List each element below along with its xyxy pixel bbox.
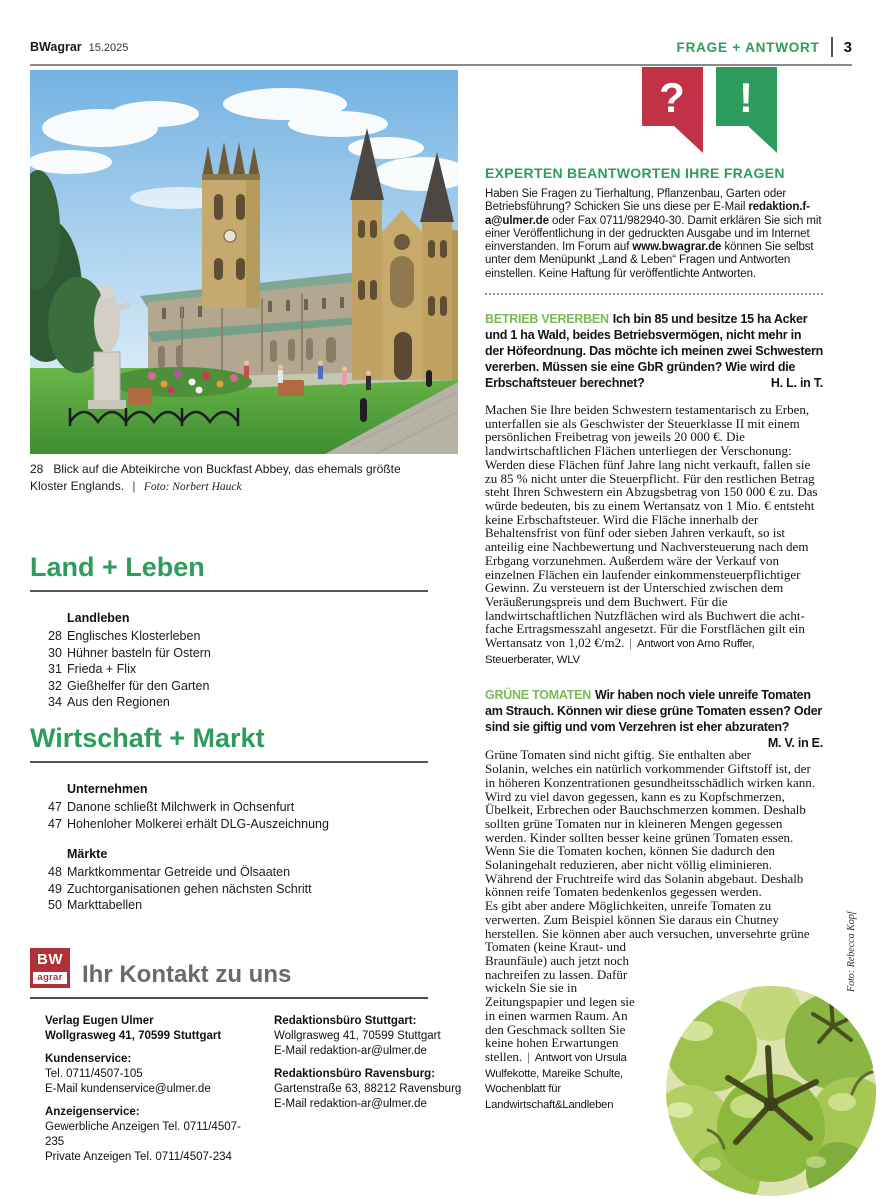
toc-item[interactable] bbox=[30, 661, 428, 678]
abbey-photo bbox=[30, 70, 458, 454]
toc-title: Markttabellen bbox=[67, 898, 143, 913]
toc-item[interactable] bbox=[30, 694, 428, 711]
toc-wirtschaft-markt bbox=[30, 724, 428, 914]
redaktion-ravensburg-email[interactable]: E-Mail redaktion-ar@ulmer.de bbox=[274, 1098, 427, 1110]
qa-column bbox=[485, 67, 823, 1141]
toc-item[interactable] bbox=[30, 816, 428, 833]
photo-credit: Foto: Norbert Hauck bbox=[143, 481, 242, 493]
toc-title: Hühner basteln für Ostern bbox=[67, 645, 211, 660]
redaktion-email-link[interactable]: redaktion.f-a@ulmer.de bbox=[485, 201, 810, 227]
caption-separator: | bbox=[132, 479, 136, 493]
section-rule bbox=[30, 761, 428, 763]
contact-columns bbox=[45, 1014, 475, 1165]
toc-group-title: Landleben bbox=[67, 611, 130, 625]
redaktion-stuttgart-title: Redaktionsbüro Stuttgart: bbox=[274, 1015, 417, 1027]
exclamation-bubble-icon bbox=[716, 67, 777, 153]
page-header bbox=[30, 37, 852, 57]
qa-bubbles bbox=[485, 67, 823, 153]
question-asker: M. V. in E. bbox=[767, 736, 823, 751]
anzeigenservice-title: Anzeigenservice: bbox=[45, 1106, 140, 1118]
question-text: Wir haben noch viele unreife Tomaten am Strauch. Können wir diese grüne Tomaten essen? Oder sind sie giftig und vom Verzehren ist eher abzuraten? bbox=[485, 688, 823, 735]
answer-text: Machen Sie Ihre beiden Schwestern testamentarisch zu Erben, unterfallen sie als Geschwister der Steuerklasse II mit einem persönlichen Freibetrag von jeweils 20 000 €. Die landwirtschaftlichen Flächen unterliegen der Verschonung: Werden diese Flächen fünf Jahre lang nicht verkauft, fallen sie zu 85 % nicht unter die Steuerpflicht. Für den restlichen Betrag steht Ihren Schwestern ein Abzugsbetrag von 150 000 € zu. Das würde bedeuten, bis zu einem Wertansatz von 1 Mio. € entsteht keine Erbschaftsteuer. Wird die Fläche innerhalb der Behaltensfrist von fünf oder sieben Jahren verkauft, so ist anteilig eine Nachbewertung und Nachversteuerung nach dem Erbgang vorzunehmen. Außerdem wäre der Verkauf von einzelnen Flächen ein laufender einkommensteuerpflichtiger Gewinn. Zu versteuern ist der Unterschied zwischen dem Veräußerungspreis und dem Buchwert. Für die landwirtschaftlichen Nutzflächen wird als Buchwert die acht-fache Ertragsmesszahl angesetzt. Für die Forstflächen gilt ein Wertansatz von 1,02 €/m2. bbox=[485, 402, 818, 651]
contact-col-publisher bbox=[45, 1014, 246, 1165]
toc-title: Gießhelfer für den Garten bbox=[67, 678, 210, 693]
issue-number: 15.2025 bbox=[88, 42, 129, 54]
anzeigen-gewerblich: Gewerbliche Anzeigen Tel. 0711/4507-235 bbox=[45, 1121, 241, 1148]
question-asker: H. L. in T. bbox=[770, 375, 823, 390]
kundenservice-email[interactable]: E-Mail kundenservice@ulmer.de bbox=[45, 1083, 211, 1095]
redaktion-ravensburg-title: Redaktionsbüro Ravensburg: bbox=[274, 1068, 436, 1080]
toc-title: Englisches Klosterleben bbox=[67, 629, 201, 643]
header-divider bbox=[831, 37, 833, 57]
abbey-photo-illustration bbox=[30, 70, 458, 454]
answer-text: grüne Tomaten (keine Kraut- und Braunfäule) auch jetzt noch nachreifen zu lassen. Dafür wickeln Sie sie in Zeitungspapier und legen sie in einen warmen Raum. An den Geschmack sollten Sie keine hohen Erwartungen stellen. bbox=[485, 925, 810, 1064]
toc-section-title: Wirtschaft + Markt bbox=[30, 723, 265, 753]
toc-land-leben bbox=[30, 553, 428, 711]
toc-page: 47 bbox=[48, 800, 62, 814]
caption-page-ref: 28 bbox=[30, 462, 44, 476]
toc-title: Hohenloher Molkerei erhält DLG-Auszeichnung bbox=[67, 816, 329, 831]
publisher-name: Verlag Eugen Ulmer bbox=[45, 1015, 154, 1027]
toc-item[interactable] bbox=[30, 678, 428, 695]
section-label: FRAGE + ANTWORT bbox=[676, 39, 820, 55]
bwagrar-url-link[interactable]: www.bwagrar.de bbox=[632, 241, 722, 254]
photo-caption bbox=[30, 461, 438, 496]
toc-title: Aus den Regionen bbox=[67, 695, 170, 710]
toc-page: 32 bbox=[48, 678, 62, 693]
answer-credit: Antwort von Ursula Wulfekotte, Mareike Schulte, Wochenblatt für Landwirtschaft&Landleben bbox=[485, 1051, 627, 1112]
toc-title: Marktkommentar Getreide und Ölsaaten bbox=[67, 865, 291, 880]
header-rule bbox=[30, 64, 852, 66]
toc-group-title: Märkte bbox=[67, 847, 108, 862]
question-gruene-tomaten bbox=[485, 687, 823, 751]
toc-item[interactable] bbox=[30, 881, 428, 898]
logo-bw-text: BW bbox=[37, 951, 63, 968]
green-tomatoes-photo bbox=[666, 986, 876, 1196]
redaktion-stuttgart-email[interactable]: E-Mail redaktion-ar@ulmer.de bbox=[274, 1045, 427, 1057]
answer-text: Während der Fruchtreife wird das Solanin abgebaut. Deshalb können reife Tomaten bedenkenlos gegessen werden. bbox=[485, 870, 804, 900]
section-rule bbox=[30, 590, 428, 592]
question-label: BETRIEB VERERBEN bbox=[485, 311, 609, 326]
answer-betrieb-vererben bbox=[485, 403, 823, 667]
anzeigen-privat: Private Anzeigen Tel. 0711/4507-234 bbox=[45, 1151, 232, 1163]
toc-item[interactable] bbox=[30, 864, 428, 881]
redaktion-ravensburg-address: Gartenstraße 63, 88212 Ravensburg bbox=[274, 1083, 462, 1095]
intro-text: oder Fax 0711/982940-30. Damit erklären Sie sich mit einer Veröffentlichung in der gedruckten Ausgabe und im Internet einverstanden. Im Forum auf bbox=[485, 214, 822, 254]
kundenservice-title: Kundenservice: bbox=[45, 1053, 132, 1065]
toc-page: 47 bbox=[48, 816, 62, 831]
svg-text:!: ! bbox=[739, 74, 753, 121]
question-text: Ich bin 85 und besitze 15 ha Acker und 1 ha Wald, beides Betriebsvermögen, nicht mehr in der Höfeordnung. Das möchte ich meinen zwei Schwestern vererben. Müssen sie eine GbR gründen? Wie wird die Erbschaftsteuer berechnet? bbox=[485, 311, 823, 390]
toc-page: 31 bbox=[48, 662, 62, 677]
toc-item[interactable] bbox=[30, 645, 428, 662]
toc-title: Frieda + Flix bbox=[67, 662, 137, 677]
toc-page: 28 bbox=[48, 629, 62, 643]
answer-text: Es gibt aber andere Möglichkeiten, unreife Tomaten zu verwerten. Zum Beispiel können Sie daraus ein Chutney herstellen. Sie können aber auch versuchen, unversehrte bbox=[485, 898, 780, 941]
intro-text: können Sie selbst unter dem Menüpunkt „Land & Leben“ Fragen und Antworten einstellen. Keine Haftung für veröffentlichte Antworten. bbox=[485, 241, 814, 280]
credit-separator: | bbox=[629, 635, 633, 651]
toc-item[interactable] bbox=[30, 897, 428, 914]
kundenservice-phone: Tel. 0711/4507-105 bbox=[45, 1068, 143, 1080]
contact-title: Ihr Kontakt zu uns bbox=[82, 961, 292, 988]
question-bubble-icon bbox=[642, 67, 703, 153]
qa-heading: EXPERTEN BEANTWORTEN IHRE FRAGEN bbox=[485, 165, 785, 181]
toc-page: 50 bbox=[48, 898, 62, 913]
bwagrar-logo bbox=[30, 948, 70, 988]
publisher-address: Wollgrasweg 41, 70599 Stuttgart bbox=[45, 1030, 222, 1042]
toc-group-title: Unternehmen bbox=[67, 782, 148, 796]
question-betrieb-vererben bbox=[485, 311, 823, 391]
caption-text: Blick auf die Abteikirche von Buckfast Abbey, das ehemals größte Kloster Englands. bbox=[30, 462, 401, 493]
toc-page: 34 bbox=[48, 695, 62, 710]
redaktion-stuttgart-address: Wollgrasweg 41, 70599 Stuttgart bbox=[274, 1030, 441, 1042]
magazine-name: BWagrar bbox=[30, 40, 82, 54]
magazine-issue bbox=[30, 38, 128, 56]
toc-item[interactable] bbox=[30, 799, 428, 816]
toc-page: 48 bbox=[48, 865, 62, 880]
toc-page: 30 bbox=[48, 645, 62, 660]
intro-text: Haben Sie Fragen zu Tierhaltung, Pflanzenbau, Garten oder Betriebsführung? Schicken Sie uns diese per E-Mail bbox=[485, 188, 787, 214]
contact-col-redaktion bbox=[274, 1014, 475, 1165]
credit-separator: | bbox=[527, 1048, 530, 1064]
tomato-photo-credit: Foto: Rebecca Kopf bbox=[846, 911, 857, 992]
question-label: GRÜNE TOMATEN bbox=[485, 688, 592, 703]
dotted-divider bbox=[485, 293, 823, 295]
toc-title: Danone schließt Milchwerk in Ochsenfurt bbox=[67, 800, 295, 814]
answer-credit: Antwort von Arno Ruffer, Steuerberater, WLV bbox=[485, 638, 755, 666]
page-number: 3 bbox=[843, 38, 852, 56]
answer-text: Grüne Tomaten sind nicht giftig. Sie enthalten aber Solanin, welches ein natürlich vorkommender Giftstoff ist, der in höheren Konzentrationen gesundheitsschädlich wirken kann. Wird zu viel davon gegessen, kann es zu Kopfschmerzen, Übelkeit, Erbrechen oder Bauchschmerzen kommen. Deshalb sollten grüne Tomaten nur in kleineren Mengen gegessen werden. Kinder sollten besser keine grünen Tomaten essen. Wenn Sie die Tomaten kochen, können Sie dadurch den Solaningehalt reduzieren, aber nicht völlig eliminieren. bbox=[485, 747, 815, 873]
svg-text:?: ? bbox=[659, 74, 685, 121]
toc-item[interactable] bbox=[30, 628, 428, 645]
logo-agrar-text: agrar bbox=[33, 972, 67, 984]
toc-page: 49 bbox=[48, 881, 62, 896]
toc-title: Zuchtorganisationen gehen nächsten Schritt bbox=[67, 881, 312, 896]
toc-section-title: Land + Leben bbox=[30, 552, 205, 582]
qa-intro bbox=[485, 188, 823, 281]
contact-header bbox=[30, 948, 428, 999]
